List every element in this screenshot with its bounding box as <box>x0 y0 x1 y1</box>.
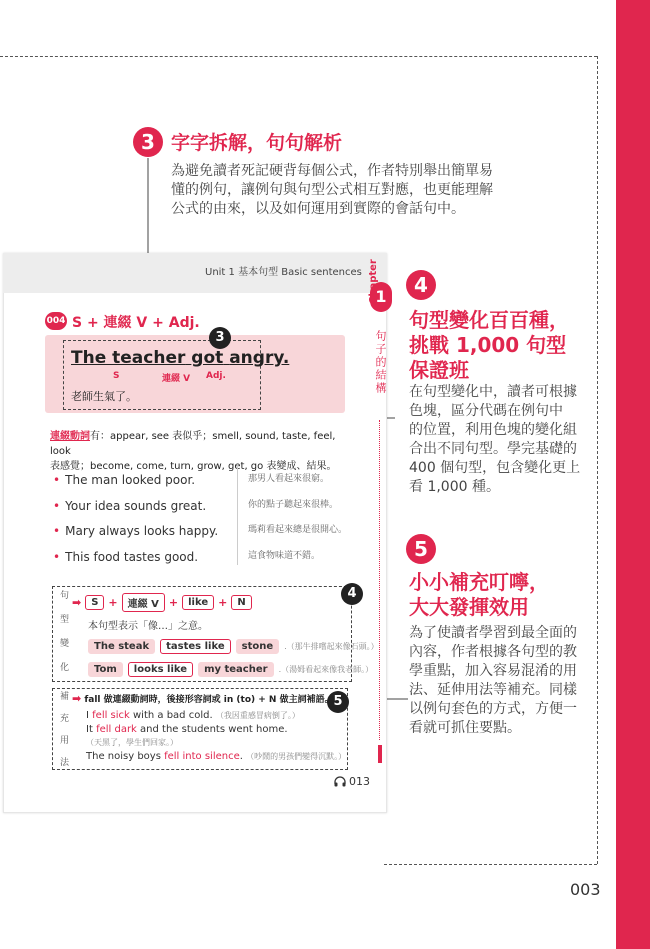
supplement-rule-text: fall 做連綴動詞時，後接形容詞或 in (to) + N 做主詞補語。 <box>84 695 334 705</box>
linking-verb-label: 連綴動詞 <box>50 431 90 442</box>
chapter-number-badge: 1 <box>370 282 392 312</box>
side-char: 句 <box>60 591 70 601</box>
example-translation: 你的點子聽起來很棒。 <box>248 500 339 510</box>
side-char: 用 <box>60 736 70 746</box>
callout-3-number: 3 <box>133 127 163 157</box>
linking-verb-note <box>50 429 350 474</box>
formula-chip: S <box>85 595 104 610</box>
chip-noun: stone <box>236 639 280 654</box>
main-sentence-verb: got <box>191 348 224 368</box>
chip-noun: my teacher <box>198 662 274 677</box>
tag-adj: Adj. <box>206 371 226 381</box>
callout-4-body-line: 看 1,000 種。 <box>409 479 500 495</box>
example-verb: looked <box>121 473 162 487</box>
headphones-icon <box>334 776 346 787</box>
main-sentence-translation: 老師生氣了。 <box>71 390 137 403</box>
formula-chip: N <box>231 595 251 610</box>
callout-5-title <box>409 570 549 620</box>
example-separator <box>237 465 238 565</box>
variation-example-2-translation: .（湯姆看起來像我老師。） <box>278 665 374 674</box>
unit-header: Unit 1 基本句型 Basic sentences <box>205 267 362 278</box>
book-footer <box>334 775 370 788</box>
main-sentence <box>71 348 289 368</box>
variation-example-2 <box>88 662 373 677</box>
callout-4-number: 4 <box>406 270 436 300</box>
sentence-text: I <box>86 710 93 721</box>
callout-5-body-line: 為了使讀者學習到最全面的 <box>409 625 577 641</box>
supplement-sentence-2-translation: （天黑了，學生們回家。） <box>86 738 178 747</box>
sentence-number-badge: 004 <box>45 312 67 330</box>
example-text: Your idea <box>65 499 125 513</box>
arrow-icon: ➡ <box>72 692 82 705</box>
callout-3-body-line1: 為避免讀者死記硬背每個公式，作者特別舉出簡單易 <box>171 163 493 179</box>
example-verb: tastes <box>123 550 161 564</box>
supplement-rule <box>72 692 334 705</box>
side-char: 化 <box>60 663 70 673</box>
sentence-text: The noisy boys <box>86 751 165 762</box>
tag-s: S <box>113 371 120 381</box>
variation-example-1 <box>88 639 379 654</box>
example-text-end: great. <box>166 499 207 513</box>
vertical-chapter-title: 句子的結構 <box>374 330 387 395</box>
side-char: 法 <box>60 758 70 768</box>
example-verb: sounds <box>124 499 167 513</box>
formula-chip: like <box>182 595 214 610</box>
example-row <box>53 546 198 565</box>
variation-meaning: 本句型表示「像…」之意。 <box>88 621 208 632</box>
example-text: This food <box>65 550 124 564</box>
callout-4-body-line: 色塊，區分代碼在例句中 <box>409 403 563 419</box>
marker-5: 5 <box>327 691 349 713</box>
side-char: 補 <box>60 692 70 702</box>
linking-verb-note-line2: 表感覺；become, come, turn, grow, get, go 表變成、結果。 <box>50 461 337 472</box>
plus-sign: + <box>168 596 179 609</box>
callout-4-body-line: 合出不同句型。學完基礎的 <box>409 441 577 457</box>
example-text-end: happy. <box>174 524 219 538</box>
callout-4-title-line: 句型變化百百種， <box>409 308 569 332</box>
marker-3: 3 <box>209 327 231 349</box>
example-text: The man <box>65 473 122 487</box>
callout-5-body-line: 學重點，加入容易混淆的用 <box>409 663 577 679</box>
example-text-end: good. <box>160 550 199 564</box>
callout-5-title-line: 大大發揮效用 <box>409 595 529 619</box>
sentence-translation: （我因重感冒病倒了。） <box>215 711 300 720</box>
sentence-highlight: fell sick <box>92 710 130 721</box>
variation-example-1-translation: .（那牛排嚐起來像石頭。） <box>284 642 379 651</box>
callout-4-body <box>409 383 609 497</box>
supplement-side-label <box>60 691 70 769</box>
supplement-sentence-1 <box>86 710 300 721</box>
example-row <box>53 520 218 539</box>
tag-linking-verb: 連綴 V <box>162 374 191 384</box>
callout-5-number: 5 <box>406 534 436 564</box>
chip-verb: looks like <box>128 662 193 677</box>
callout-5-body-line: 內容，作者根據各句型的教 <box>409 644 577 660</box>
bullet-icon: • <box>53 499 61 513</box>
bullet-icon: • <box>53 473 61 487</box>
side-char: 變 <box>60 639 70 649</box>
chip-subject: The steak <box>88 639 155 654</box>
callout-3-title: 字字拆解，句句解析 <box>171 132 343 154</box>
page-edge-marker <box>378 745 382 763</box>
callout-3-body-line2: 懂的例句，讓例句與句型公式相互對應，也更能理解 <box>171 182 493 198</box>
bullet-icon: • <box>53 550 61 564</box>
book-page-number: 013 <box>349 775 370 788</box>
plus-sign: + <box>218 596 228 609</box>
example-translation: 這食物味道不錯。 <box>248 551 321 561</box>
callout-4-body-line: 在句型變化中，讀者可根據 <box>409 384 577 400</box>
callout-3-body-line3: 公式的由來，以及如何運用到實際的會話句中。 <box>171 201 465 217</box>
callout-5-body-line: 看就可抓住要點。 <box>409 720 521 736</box>
chip-verb: tastes like <box>160 639 231 654</box>
callout-4-body-line: 400 個句型，包含變化更上 <box>409 460 581 476</box>
sentence-highlight: fell into silence <box>164 751 240 762</box>
side-char: 充 <box>60 714 70 724</box>
variation-side-label <box>60 590 70 674</box>
sentence-translation: （吵鬧的男孩們變得沉默。） <box>246 752 347 761</box>
example-row <box>53 469 195 488</box>
example-verb: looks <box>143 524 175 538</box>
example-translation: 瑪莉看起來總是很開心。 <box>248 525 348 535</box>
callout-5-title-line: 小小補充叮嚀， <box>409 570 549 594</box>
callout-5-body-line: 以例句套色的方式，方便一 <box>409 701 577 717</box>
main-sentence-adj: angry. <box>229 348 290 368</box>
linking-verb-note-line1: 有：appear, see 表似乎；smell, sound, taste, feel, look <box>50 431 336 457</box>
sentence-text-end: . <box>239 751 243 762</box>
callout-4-title-line: 挑戰 1,000 句型 <box>409 333 567 357</box>
main-sentence-subject: The teacher <box>71 348 186 368</box>
example-translation: 那男人看起來很窮。 <box>248 474 330 484</box>
plus-sign: + <box>108 596 118 609</box>
callout-4-title <box>409 308 569 383</box>
supplement-sentence-3 <box>86 751 346 762</box>
variation-formula <box>72 593 252 612</box>
sentence-highlight: fell dark <box>96 724 137 735</box>
callout-5-body-line: 法、延伸用法等補充。同樣 <box>409 682 577 698</box>
sentence-text-end: with a bad cold. <box>129 710 213 721</box>
arrow-icon: ➡ <box>72 596 82 609</box>
example-text: Mary always <box>65 524 144 538</box>
page-number: 003 <box>570 880 601 899</box>
callout-4-title-line: 保證班 <box>409 358 469 382</box>
chapter-label: Chapter <box>368 259 379 304</box>
chapter-dotted-line <box>379 420 380 740</box>
formula-chip: 連綴 V <box>122 593 165 612</box>
chip-subject: Tom <box>88 662 123 677</box>
side-char: 型 <box>60 615 70 625</box>
callout-5-body <box>409 624 609 738</box>
supplement-sentence-2 <box>86 724 288 735</box>
example-row <box>53 495 206 514</box>
marker-4: 4 <box>341 583 363 605</box>
sentence-text: It <box>86 724 97 735</box>
callout-4-body-line: 的位置，利用色塊的變化組 <box>409 422 577 438</box>
sentence-text-end: and the students went home. <box>136 724 288 735</box>
formula-title: S + 連綴 V + Adj. <box>72 315 200 331</box>
example-text-end: poor. <box>161 473 196 487</box>
bullet-icon: • <box>53 524 61 538</box>
